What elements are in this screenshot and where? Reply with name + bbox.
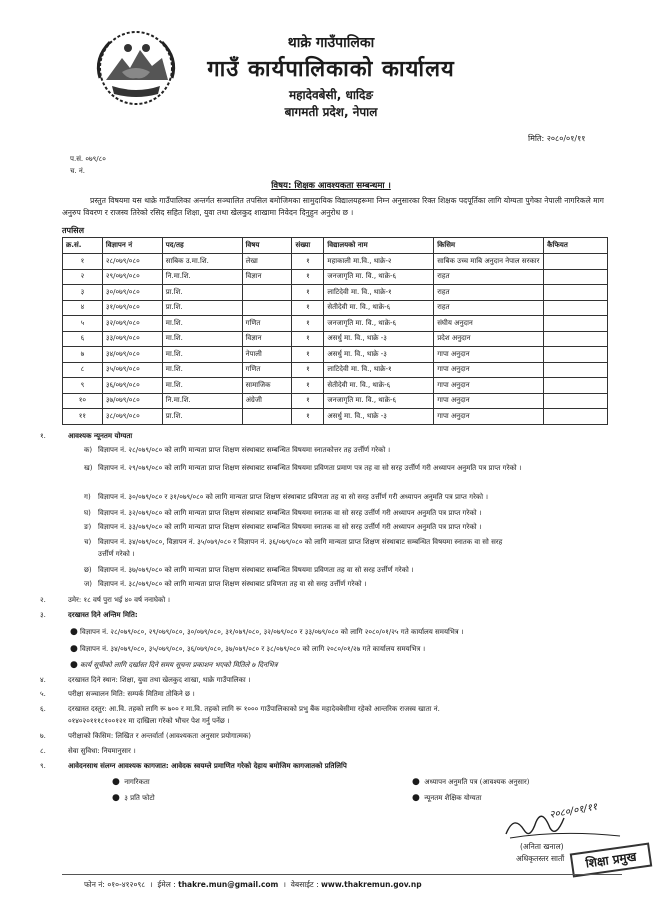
cell-count: १ — [292, 347, 324, 363]
cell-sn: १ — [63, 254, 103, 270]
header-sn: क्र.सं. — [63, 238, 103, 254]
table-row — [63, 362, 608, 378]
cell-school: महाकाली मा.वि., थाक्रे-२ — [324, 254, 434, 270]
official-stamp: शिक्षा प्रमुख — [570, 843, 653, 878]
table-row — [63, 378, 608, 394]
cell-post: साबिक उ.मा.शि. — [162, 254, 242, 270]
section-7: ७. परीक्षाको किसिम: लिखित र अन्तर्वार्ता (आवश्यकता अनुसार प्रयोगात्मक) — [40, 732, 251, 740]
intro-paragraph: प्रस्तुत विषयमा यस थाक्रे गाउँपालिका अन्तर्गत सञ्चालित तपसिल बमोजिमका सामुदायिक विद्यालयहरूमा निम्न अनुसारका रिक्त शिक्षक पदपूर्तिका लागि योग्यता पुगेका नेपाली नागरिकले माग अनुरुप विवरण र राजस्व तिरेको रसिद सहित शिक्षा, युवा तथा खेलकुद शाखामा निवेदन दिनुहुन अनुरोध छ । — [62, 196, 604, 217]
section-4: ४. दरखास्त दिने स्थान: शिक्षा, युवा तथा खेलकुद शाखा, थाक्रे गाउँपालिका । — [40, 676, 251, 684]
header-advert-no: विज्ञापन नं — [102, 238, 162, 254]
header-post: पद/तह — [162, 238, 242, 254]
cell-sn: ३ — [63, 285, 103, 301]
cell-advert-no: ३६/०७९/०८० — [102, 378, 162, 394]
cell-type: राहत — [434, 300, 544, 316]
cell-post: प्रा.शि. — [162, 409, 242, 425]
table-caption: तपसिल — [62, 226, 85, 235]
cell-subject: सामाजिक — [242, 378, 292, 394]
header-subject: विषय — [242, 238, 292, 254]
footer-website-label: वेबसाईट : — [290, 880, 319, 889]
cell-sn: ६ — [63, 331, 103, 347]
cell-post: मा.शि. — [162, 316, 242, 332]
cell-remarks — [544, 409, 608, 425]
table-row — [63, 393, 608, 409]
letter-date: मिति: २०८०/०१/११ — [528, 134, 586, 143]
cell-sn: २ — [63, 269, 103, 285]
cell-post: नि.मा.शि. — [162, 393, 242, 409]
letter-reference: प.सं. ०७९/८० — [70, 155, 106, 163]
cell-subject: नेपाली — [242, 347, 292, 363]
table-row — [63, 285, 608, 301]
cell-school: जनजागृति मा. वि., थाक्रे-६ — [324, 393, 434, 409]
footer-divider — [62, 874, 622, 875]
cell-type: साबिक उच्च माबि अनुदान नेपाल सरकार — [434, 254, 544, 270]
cell-advert-no: ३१/०७९/०८० — [102, 300, 162, 316]
cell-post: मा.शि. — [162, 362, 242, 378]
cell-post: मा.शि. — [162, 331, 242, 347]
header-school: विद्यालयको नाम — [324, 238, 434, 254]
section-1 — [40, 431, 640, 442]
cell-post: प्रा.शि. — [162, 285, 242, 301]
cell-type: संघीय अनुदान — [434, 316, 544, 332]
cell-advert-no: ३३/०७९/०८० — [102, 331, 162, 347]
table-row — [63, 316, 608, 332]
section-5: ५. परीक्षा सञ्चालन मिति: सम्पर्क मितिमा तोकिने छ । — [40, 690, 195, 698]
cell-post: मा.शि. — [162, 378, 242, 394]
cell-count: १ — [292, 409, 324, 425]
table-row — [63, 331, 608, 347]
cell-sn: ५ — [63, 316, 103, 332]
dispatch-number: च. नं. — [70, 167, 86, 175]
cell-remarks — [544, 300, 608, 316]
cell-school: जनजागृति मा. वि., थाक्रे-६ — [324, 269, 434, 285]
vacancy-table — [62, 237, 608, 425]
municipality-name: थाक्रे गाउँपालिका — [287, 35, 375, 51]
signatory-name: (अनिता खनाल) — [520, 842, 564, 851]
cell-post: मा.शि. — [162, 347, 242, 363]
cell-type: गापा अनुदान — [434, 409, 544, 425]
cell-subject: गणित — [242, 316, 292, 332]
document-item: ● अध्यापन अनुमति पत्र (आवश्यक अनुसार) — [412, 777, 530, 787]
footer-website[interactable]: www.thakremun.gov.np — [321, 880, 422, 889]
cell-sn: १० — [63, 393, 103, 409]
cell-remarks — [544, 331, 608, 347]
req-item-gha: घ) विज्ञापन नं. ३२/०७९/०८० को लागि मान्यता प्राप्त शिक्षण संस्थाबाट सम्बन्धित विषयमा स्नातक वा सो सरह उर्त्तीर्ण गरी अध्यापन अनुमति पत्र प्राप्त गरेको । — [84, 509, 482, 517]
table-row — [63, 300, 608, 316]
cell-sn: ४ — [63, 300, 103, 316]
cell-remarks — [544, 254, 608, 270]
document-item: ● नागरिकता — [112, 777, 150, 787]
cell-school: लाटिदेवी मा. वि., थाक्रे-१ — [324, 362, 434, 378]
table-row — [63, 269, 608, 285]
section-title: आवश्यक न्यूनतम योग्यता — [68, 432, 133, 440]
req-item-cha: च) विज्ञापन नं. ३४/०७९/०८०, विज्ञापन नं. ३५/०७९/०८० र विज्ञापन नं. ३६/०७९/०८० को लागि मान्यता प्राप्त शिक्षण संस्थाबाट सम्बन्धित विषयमा स्नातक वा सो सरह — [84, 538, 503, 546]
cell-type: राहत — [434, 269, 544, 285]
section-3: ३. दरखास्त दिने अन्तिम मिति: — [40, 611, 138, 619]
cell-count: १ — [292, 362, 324, 378]
footer-email-label: ईमेल : — [157, 880, 176, 889]
cell-type: राहत — [434, 285, 544, 301]
table-header-row — [63, 238, 608, 254]
signatory-title: अधिकृतस्तर सातौं — [516, 854, 565, 863]
cell-remarks — [544, 393, 608, 409]
cell-subject: लेखा — [242, 254, 292, 270]
cell-subject: अंग्रेजी — [242, 393, 292, 409]
cell-advert-no: ३५/०७९/०८० — [102, 362, 162, 378]
cell-sn: ९ — [63, 378, 103, 394]
table-row — [63, 254, 608, 270]
cell-type: गापा अनुदान — [434, 378, 544, 394]
cell-type: प्रदेश अनुदान — [434, 331, 544, 347]
cell-count: १ — [292, 393, 324, 409]
req-item-chha: छ) विज्ञापन नं. ३७/०७९/०८० को लागि मान्यता प्राप्त शिक्षण संस्थाबाट सम्बन्धित विषयमा प्रविणता तह वा सो सरह उर्त्तीर्ण गरेको । — [84, 566, 414, 574]
cell-school: असर्धु मा. वि., थाक्रे -३ — [324, 409, 434, 425]
table-row — [63, 347, 608, 363]
req-item-nga: ङ) विज्ञापन नं. ३३/०७९/०८० को लागि मान्यता प्राप्त शिक्षण संस्थाबाट सम्बन्धित विषयमा स्नातक वा सो सरह उर्त्तीर्ण गरी अध्यापन अनुमति पत्र प्राप्त गरेको । — [84, 523, 482, 531]
cell-subject — [242, 409, 292, 425]
cell-school: लाटिदेवी मा. वि., थाक्रे-१ — [324, 285, 434, 301]
cell-count: १ — [292, 254, 324, 270]
req-item-kha: ख) विज्ञापन नं. २९/०७९/०८० को लागि मान्यता प्राप्त शिक्षण संस्थाबाट सम्बन्धित विषयमा प्रविणता प्रमाण पत्र तह वा सो सरह उर्त्तीर्ण गरी अध्यापन अनुमति पत्र प्राप्त गरेको । — [84, 464, 522, 472]
cell-sn: ८ — [63, 362, 103, 378]
cell-count: १ — [292, 331, 324, 347]
deadline-note: ● कार्य सूचीको लागि दर्खास्त दिने समय सूचना प्रकाशन भएको मितिले ७ दिनभित्र — [70, 660, 278, 670]
req-item-cha-cont: उर्त्तीर्ण गरेको । — [98, 550, 135, 558]
section-2: २. उमेर: १८ वर्ष पुरा भई ४० वर्ष ननाघेको । — [40, 596, 171, 604]
office-province: बागमती प्रदेश, नेपाल — [284, 105, 378, 119]
cell-type: गापा अनुदान — [434, 362, 544, 378]
cell-remarks — [544, 362, 608, 378]
cell-advert-no: ३४/०७९/०८० — [102, 347, 162, 363]
cell-count: १ — [292, 269, 324, 285]
footer-email[interactable]: thakre.mun@gmail.com — [178, 880, 279, 889]
section-9: ९. आवेदनसाथ संलग्न आवश्यक कागजात: आवेदक स्वयम्ले प्रमाणित गरेको देहाय बमोजिम कागजातको प्रतिलिपि — [40, 762, 347, 770]
cell-school: सेतीदेवी मा. वि., थाक्रे-६ — [324, 378, 434, 394]
cell-type: गापा अनुदान — [434, 393, 544, 409]
document-item: ● न्यूनतम शैक्षिक योग्यता — [412, 793, 482, 803]
cell-post: प्रा.शि. — [162, 300, 242, 316]
cell-school: असर्धु मा. वि., थाक्रे -३ — [324, 347, 434, 363]
svg-text:२०८०/०१/११: २०८०/०१/११ — [548, 801, 599, 821]
header-type: किसिम — [434, 238, 544, 254]
cell-school: जनजागृति मा. वि., थाक्रे-६ — [324, 316, 434, 332]
req-item-ja: ज) विज्ञापन नं. ३८/०७९/०८० को लागि मान्यता प्राप्त शिक्षण संस्थाबाट प्रविणता तह वा सो सरह उर्त्तीर्ण गरेको । — [84, 580, 367, 588]
cell-school: असर्धु मा. वि., थाक्रे -३ — [324, 331, 434, 347]
documents-left — [112, 774, 155, 806]
office-name: गाउँ कार्यपालिकाको कार्यालय — [207, 57, 455, 82]
cell-count: १ — [292, 285, 324, 301]
document-item: ● ३ प्रति फोटो — [112, 793, 155, 803]
handwritten-signature — [500, 800, 630, 844]
cell-subject — [242, 285, 292, 301]
table-row — [63, 409, 608, 425]
deadline-bullet-2: ● विज्ञापन नं. ३४/०७९/०८०, ३५/०७९/०८०, ३६/०७९/०८०, ३७/०७९/०८० र ३८/०७९/०८० को लागि २०८०/०१/२७ गते कार्यालय समयभित्र । — [70, 644, 426, 654]
cell-remarks — [544, 285, 608, 301]
office-address: महादेवबेसी, धादिङ — [288, 88, 374, 102]
cell-advert-no: ३७/०७९/०८० — [102, 393, 162, 409]
cell-post: नि.मा.शि. — [162, 269, 242, 285]
deadline-bullet-1: ● विज्ञापन नं. २८/०७९/०८०, २९/०७९/०८०, ३०/०७९/०८०, ३१/०७९/०८०, ३२/०७९/०८० र ३३/०७९/०८० को लागि २०८०/०१/२५ गते कार्यालय समयभित्र । — [70, 627, 464, 637]
cell-remarks — [544, 269, 608, 285]
cell-count: १ — [292, 316, 324, 332]
cell-count: १ — [292, 300, 324, 316]
footer-phone: फोन नं: ०१०-४१२०९८ — [84, 880, 146, 889]
section-number: १. — [40, 432, 46, 440]
letter-subject: विषय: शिक्षक आवश्यकता सम्बन्धमा । — [271, 181, 391, 191]
req-item-ka: क) विज्ञापन नं. २८/०७९/०८० को लागि मान्यता प्राप्त शिक्षण संस्थाबाट सम्बन्धित विषयमा स्नातकोत्तर तह उर्त्तीर्ण गरेको । — [84, 446, 391, 454]
cell-advert-no: २८/०७९/०८० — [102, 254, 162, 270]
cell-advert-no: ३२/०७९/०८० — [102, 316, 162, 332]
cell-subject: गणित — [242, 362, 292, 378]
req-item-ga: ग) विज्ञापन नं. ३०/०७९/०८० र ३१/०७९/०८० को लागि मान्यता प्राप्त शिक्षण संस्थाबाट प्रविणता तह वा सो सरह उर्त्तीर्ण गरी अध्यापन अनुमति पत्र प्राप्त गरेको । — [84, 493, 489, 501]
section-8: ८. सेवा सुविधा: नियमानुसार । — [40, 747, 136, 755]
cell-type: गापा अनुदान — [434, 347, 544, 363]
cell-advert-no: २९/०७९/०८० — [102, 269, 162, 285]
header-remarks: कैफियत — [544, 238, 608, 254]
cell-remarks — [544, 347, 608, 363]
footer-contact: फोन नं: ०१०-४१२०९८ । ईमेल : thakre.mun@gmail.com । वेबसाईट : www.thakremun.gov.np — [84, 880, 422, 889]
cell-advert-no: ३८/०७९/०८० — [102, 409, 162, 425]
cell-school: सेतीदेवी मा. वि., थाक्रे-६ — [324, 300, 434, 316]
section-6: ६. दरखास्त दस्तुर: आ.वि. तहको लागि रू ७०० र मा.वि. तहको लागि रू १००० गाउँपालिकाको प्रभु बैंक महादेवबेसीमा रहेको आन्तरिक राजस्व खाता नं. — [40, 705, 440, 713]
cell-sn: ११ — [63, 409, 103, 425]
cell-advert-no: ३०/०७९/०८० — [102, 285, 162, 301]
cell-remarks — [544, 316, 608, 332]
cell-subject — [242, 300, 292, 316]
cell-sn: ७ — [63, 347, 103, 363]
cell-subject: विज्ञान — [242, 269, 292, 285]
cell-count: १ — [292, 378, 324, 394]
header-count: संख्या — [292, 238, 324, 254]
cell-remarks — [544, 378, 608, 394]
section-6-cont: ०१४०२०१११८१००१२१ मा दाखिला गरेको भौचर पेश गर्नु पर्नेछ । — [68, 717, 230, 725]
cell-subject: विज्ञान — [242, 331, 292, 347]
